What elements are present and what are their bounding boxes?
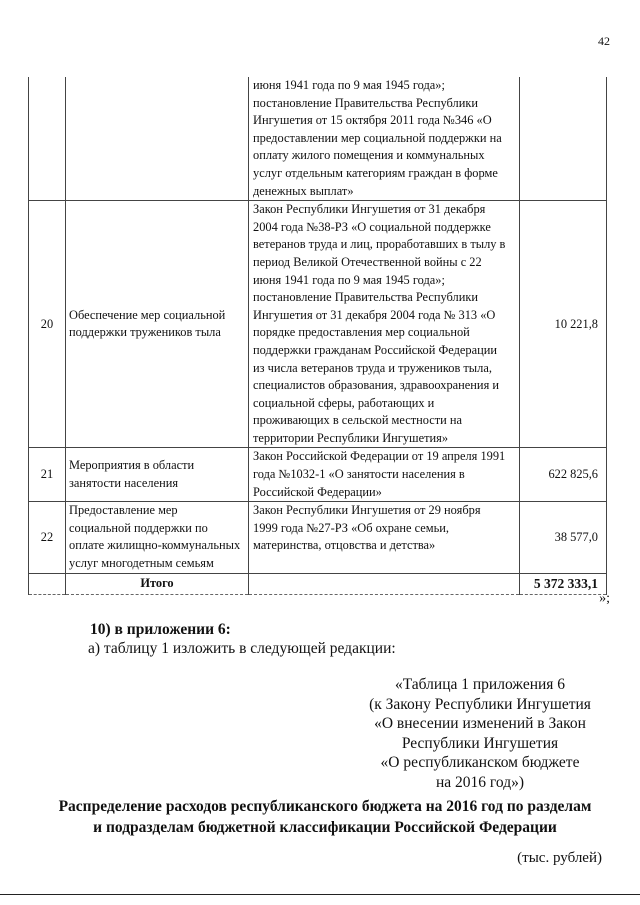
cell-line: постановление Правительства Республики: [253, 95, 478, 110]
cell-line: поддержки тружеников тыла: [69, 325, 221, 340]
cell-line: услуг многодетным семьям: [69, 556, 214, 571]
title-line: Распределение расходов республиканского бюджета на 2016 год по разделам: [58, 798, 592, 815]
document-title: [30, 796, 620, 838]
table-row: [29, 502, 607, 573]
row-amount: 38 577,0: [520, 502, 607, 573]
table-body: [29, 77, 607, 594]
cell-line: из числа ветеранов труда и тружеников тыла,: [253, 360, 492, 375]
total-legal-basis: [249, 573, 520, 594]
cell-line: 2004 года №38-РЗ «О социальной поддержке: [253, 219, 491, 234]
total-number: [29, 573, 66, 594]
row-legal-basis: [249, 77, 520, 201]
page-number: 42: [598, 34, 610, 48]
bottom-rule: [0, 894, 640, 895]
cell-line: оплате жилищно-коммунальных: [69, 538, 241, 553]
cell-line: социальной сферы, работающих и: [253, 395, 435, 410]
row-amount: 10 221,8: [520, 201, 607, 448]
row-name: [66, 201, 249, 448]
row-number: 21: [29, 448, 66, 502]
cell-line: Обеспечение мер социальной: [69, 307, 226, 322]
row-number: 20: [29, 201, 66, 448]
row-number: 22: [29, 502, 66, 573]
row-name: [66, 502, 249, 573]
closing-quote: »;: [599, 591, 610, 606]
cell-line: ветеранов труда и лиц, проработавших в тылу в: [253, 237, 506, 252]
total-row: [29, 573, 607, 594]
cell-line: постановление Правительства Республики: [253, 290, 478, 305]
caption-line: Республики Ингушетия: [401, 734, 559, 752]
table-caption: [360, 675, 600, 792]
cell-line: территории Республики Ингушетия»: [253, 430, 449, 445]
caption-line: (к Закону Республики Ингушетия: [369, 695, 591, 713]
row-amount: 622 825,6: [520, 448, 607, 502]
total-label: Итого: [66, 573, 249, 594]
cell-line: 1999 года №27-РЗ «Об охране семьи,: [253, 520, 449, 535]
instruction-text: а) таблицу 1 изложить в следующей редакции:: [88, 640, 396, 657]
cell-line: материнства, отцовства и детства»: [253, 538, 436, 553]
row-legal-basis: [249, 201, 520, 448]
cell-line: предоставлении мер социальной поддержки на: [253, 130, 502, 145]
caption-line: «Таблица 1 приложения 6: [394, 676, 566, 693]
table-row: [29, 201, 607, 448]
row-legal-basis: [249, 448, 520, 502]
caption-line: «О республиканском бюджете: [380, 754, 580, 771]
cell-line: года №1032-1 «О занятости населения в: [253, 467, 465, 482]
row-name: [66, 77, 249, 201]
cell-line: занятости населения: [69, 475, 179, 490]
row-legal-basis: [249, 502, 520, 573]
cell-line: Закон Республики Ингушетия от 31 декабря: [253, 202, 486, 217]
units-label: (тыс. рублей): [517, 850, 602, 866]
cell-line: Российской Федерации»: [253, 484, 382, 499]
row-amount: [520, 77, 607, 201]
table-row: [29, 448, 607, 502]
social-support-table: [28, 77, 607, 595]
cell-line: оплату жилого помещения и коммунальных: [253, 148, 485, 163]
cell-line: июня 1941 года по 9 мая 1945 года»;: [253, 272, 445, 287]
cell-line: денежных выплат»: [253, 183, 354, 198]
cell-line: Ингушетия от 31 декабря 2004 года № 313 «О: [253, 307, 496, 322]
cell-line: Ингушетия от 15 октября 2011 года №346 «О: [253, 113, 492, 128]
row-number: [29, 77, 66, 201]
cell-line: Закон Республики Ингушетия от 29 ноября: [253, 503, 481, 518]
table-row: [29, 77, 607, 201]
cell-line: услуг отдельным категориям граждан в форме: [253, 165, 498, 180]
row-name: [66, 448, 249, 502]
caption-line: на 2016 год»): [436, 773, 524, 791]
cell-line: период Великой Отечественной войны с 22: [253, 254, 482, 269]
section-heading: 10) в приложении 6:: [90, 621, 231, 638]
cell-line: проживающих в сельской местности на: [253, 413, 463, 428]
cell-line: Мероприятия в области: [69, 458, 195, 473]
cell-line: Предоставление мер: [69, 503, 178, 518]
total-value: 5 372 333,1: [520, 573, 607, 594]
cell-line: порядке предоставления мер социальной: [253, 325, 470, 340]
title-line: и подразделам бюджетной классификации Российской Федерации: [93, 819, 557, 836]
cell-line: поддержки гражданам Российской Федерации: [253, 342, 497, 357]
cell-line: специалистов образования, здравоохранения и: [253, 378, 499, 393]
cell-line: Закон Российской Федерации от 19 апреля 1991: [253, 449, 506, 464]
cell-line: июня 1941 года по 9 мая 1945 года»;: [253, 78, 445, 92]
cell-line: социальной поддержки по: [69, 520, 208, 535]
caption-line: «О внесении изменений в Закон: [374, 715, 586, 732]
